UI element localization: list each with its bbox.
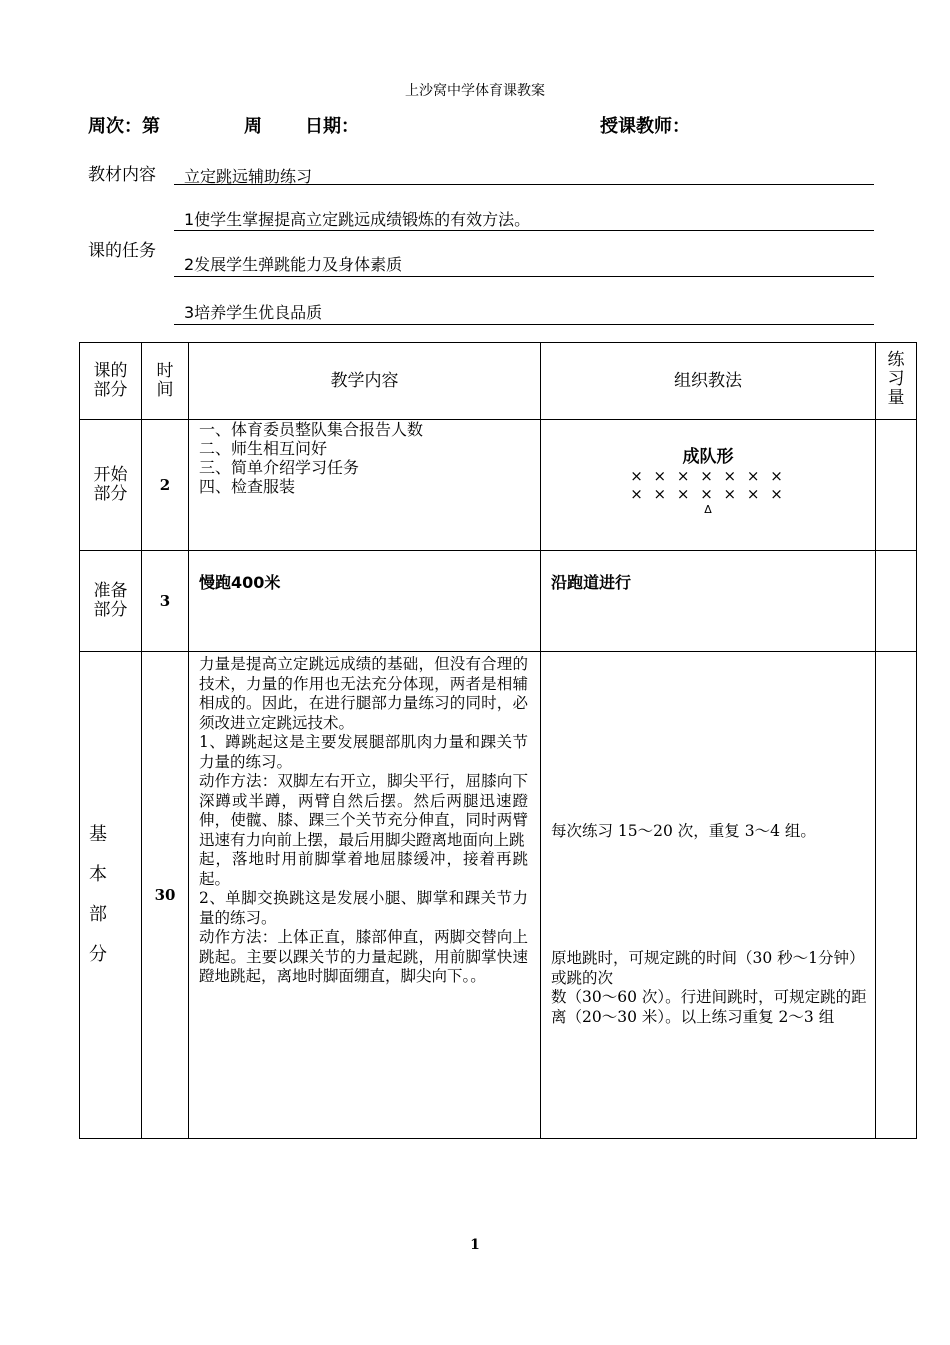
page-number: 1 <box>470 1237 480 1253</box>
material-underline <box>174 184 874 185</box>
content-line: 四、检查服装 <box>199 477 296 496</box>
part-start: 开始部分 <box>80 420 142 551</box>
document-title: 上沙窝中学体育课教案 <box>405 83 545 99</box>
header-part: 课的部分 <box>80 343 142 420</box>
material-label: 教材内容 <box>88 165 156 185</box>
task-underline-3 <box>174 324 874 325</box>
task-underline-2 <box>174 276 874 277</box>
amount-start <box>876 420 917 551</box>
method-warmup: 沿跑道进行 <box>541 551 876 652</box>
tasks-label: 课的任务 <box>88 241 156 261</box>
teacher-marker: Δ <box>704 503 712 516</box>
part-main: 基 本 部 分 <box>80 652 142 1139</box>
table-row <box>80 551 917 652</box>
header-amount: 练习量 <box>876 343 917 420</box>
task-underline-1 <box>174 230 874 231</box>
header-time: 时间 <box>142 343 189 420</box>
table-row <box>80 652 917 1139</box>
teacher-label: 授课教师： <box>600 116 690 137</box>
content-main: 力量是提高立定跳远成绩的基础，但没有合理的技术，力量的作用也无法充分体现，两者是相辅相成的。因此，在进行腿部力量练习的同时，必须改进立定跳远技术。 1、蹲跳起这是主要发展腿部肌肉力量和踝关节力量的练习。 动作方法：双脚左右开立，脚尖平行，屈膝向下深蹲或半蹲，两臂自然后摆。然后两腿迅速蹬伸，使髋、膝、踝三个关节充分伸直，同时两臂迅速有力向前上摆，最后用脚尖蹬离地面向上跳 起，落地时用前脚掌着地屈膝缓冲，接着再跳起。 2、单脚交换跳这是发展小腿、脚掌和踝关节力量的练习。 动作方法：上体正直，膝部伸直，两脚交替向上跳起。主要以踝关节的力量起跳，用前脚掌快速蹬地跳起，离地时脚面绷直，脚尖向下。。 <box>189 652 541 1139</box>
method-start <box>541 420 876 551</box>
header-content: 教学内容 <box>189 343 541 420</box>
date-label: 日期： <box>305 116 359 137</box>
method-main: 每次练习 15～20 次，重复 3～4 组。 原地跳时，可规定跳的时间（30 秒～1分钟）或跳的次 数（30～60 次）。行进间跳时，可规定跳的距离（20～30 米）。以上练习重复 2～3 组 <box>541 652 876 1139</box>
amount-warmup <box>876 551 917 652</box>
formation-row: × × × × × × × <box>630 485 786 503</box>
time-start: 2 <box>142 420 189 551</box>
task-item-1: 1使学生掌握提高立定跳远成绩锻炼的有效方法。 <box>184 210 531 229</box>
task-item-2: 2发展学生弹跳能力及身体素质 <box>184 255 403 274</box>
lesson-plan-table <box>79 342 917 1139</box>
content-line: 二、师生相互问好 <box>199 439 328 458</box>
part-warmup: 准备部分 <box>80 551 142 652</box>
material-value: 立定跳远辅助练习 <box>184 167 313 186</box>
week-suffix: 周 <box>244 116 262 137</box>
formation-title: 成队形 <box>682 447 734 467</box>
table-header-row <box>80 343 917 420</box>
task-item-3: 3培养学生优良品质 <box>184 303 323 322</box>
week-label: 周次：第 <box>88 116 160 137</box>
content-warmup: 慢跑400米 <box>189 551 541 652</box>
header-method: 组织教法 <box>541 343 876 420</box>
content-line: 一、体育委员整队集合报告人数 <box>199 420 424 439</box>
time-main: 30 <box>142 652 189 1139</box>
content-line: 三、简单介绍学习任务 <box>199 458 360 477</box>
formation-row: × × × × × × × <box>630 467 786 485</box>
time-warmup: 3 <box>142 551 189 652</box>
table-row <box>80 420 917 551</box>
content-start <box>189 420 541 551</box>
amount-main <box>876 652 917 1139</box>
